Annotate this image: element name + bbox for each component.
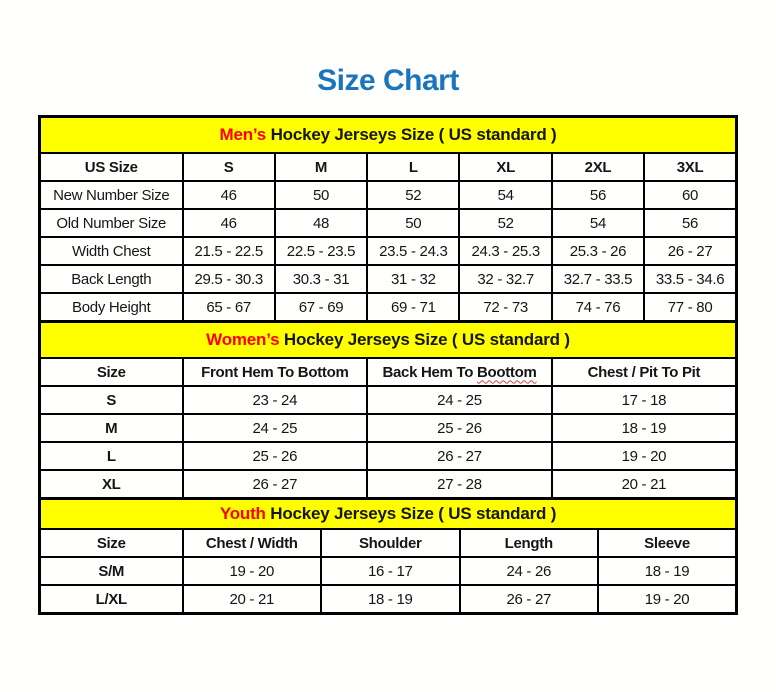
table-cell: 23 - 24 xyxy=(183,386,368,414)
table-row xyxy=(40,442,737,470)
row-label: L/XL xyxy=(40,585,183,614)
youth-header-row xyxy=(40,529,737,557)
table-cell: 65 - 67 xyxy=(183,293,275,322)
table-row xyxy=(40,293,737,322)
table-cell: 67 - 69 xyxy=(275,293,367,322)
column-header: 2XL xyxy=(552,153,644,181)
column-header: Shoulder xyxy=(321,529,460,557)
table-cell: 26 - 27 xyxy=(183,470,368,499)
table-row xyxy=(40,414,737,442)
womens-band-highlight: Women’s xyxy=(206,330,280,349)
column-header: Size xyxy=(40,358,183,386)
table-cell: 26 - 27 xyxy=(367,442,552,470)
mens-header-row xyxy=(40,153,737,181)
back-hem-misspelled-word: Boottom xyxy=(476,363,537,381)
page-title: Size Chart xyxy=(317,64,459,97)
table-cell: 50 xyxy=(275,181,367,209)
row-label: S/M xyxy=(40,557,183,585)
column-header: Front Hem To Bottom xyxy=(183,358,368,386)
table-row xyxy=(40,386,737,414)
table-cell: 46 xyxy=(183,209,275,237)
womens-header-row xyxy=(40,358,737,386)
table-cell: 60 xyxy=(644,181,736,209)
table-cell: 72 - 73 xyxy=(459,293,551,322)
table-row xyxy=(40,470,737,499)
table-cell: 24 - 25 xyxy=(367,386,552,414)
table-row xyxy=(40,181,737,209)
youth-size-table xyxy=(38,497,738,615)
column-header: L xyxy=(367,153,459,181)
table-cell: 32.7 - 33.5 xyxy=(552,265,644,293)
table-cell: 33.5 - 34.6 xyxy=(644,265,736,293)
table-cell: 69 - 71 xyxy=(367,293,459,322)
table-cell: 46 xyxy=(183,181,275,209)
table-cell: 52 xyxy=(367,181,459,209)
table-cell: 26 - 27 xyxy=(644,237,736,265)
size-chart-container xyxy=(38,115,738,615)
table-cell: 54 xyxy=(552,209,644,237)
table-cell: 74 - 76 xyxy=(552,293,644,322)
table-cell: 50 xyxy=(367,209,459,237)
row-label: Body Height xyxy=(40,293,183,322)
table-cell: 20 - 21 xyxy=(552,470,737,499)
table-cell: 31 - 32 xyxy=(367,265,459,293)
table-row xyxy=(40,585,737,614)
column-header: XL xyxy=(459,153,551,181)
table-cell: 25.3 - 26 xyxy=(552,237,644,265)
column-header: 3XL xyxy=(644,153,736,181)
table-cell: 24 - 25 xyxy=(183,414,368,442)
row-label: L xyxy=(40,442,183,470)
youth-section-band xyxy=(40,499,737,530)
column-header: US Size xyxy=(40,153,183,181)
youth-band-text: Hockey Jerseys Size ( US standard ) xyxy=(265,504,557,523)
column-header: S xyxy=(183,153,275,181)
womens-band-cell xyxy=(40,322,737,359)
table-cell: 56 xyxy=(552,181,644,209)
womens-size-table xyxy=(38,320,738,500)
column-header-back-hem xyxy=(367,358,552,386)
table-cell: 25 - 26 xyxy=(183,442,368,470)
mens-size-table xyxy=(38,115,738,323)
youth-band-highlight: Youth xyxy=(219,504,266,523)
table-cell: 19 - 20 xyxy=(552,442,737,470)
womens-band-text: Hockey Jerseys Size ( US standard ) xyxy=(279,330,570,349)
table-cell: 24 - 26 xyxy=(460,557,599,585)
womens-section-band xyxy=(40,322,737,359)
table-cell: 18 - 19 xyxy=(552,414,737,442)
mens-section-band xyxy=(40,117,737,154)
table-cell: 77 - 80 xyxy=(644,293,736,322)
table-cell: 20 - 21 xyxy=(183,585,322,614)
row-label: M xyxy=(40,414,183,442)
column-header: Length xyxy=(460,529,599,557)
table-row xyxy=(40,237,737,265)
row-label: Old Number Size xyxy=(40,209,183,237)
youth-band-cell xyxy=(40,499,737,530)
row-label: New Number Size xyxy=(40,181,183,209)
table-cell: 18 - 19 xyxy=(321,585,460,614)
table-cell: 29.5 - 30.3 xyxy=(183,265,275,293)
table-cell: 56 xyxy=(644,209,736,237)
mens-band-highlight: Men’s xyxy=(219,125,267,144)
column-header: M xyxy=(275,153,367,181)
table-cell: 24.3 - 25.3 xyxy=(459,237,551,265)
column-header: Chest / Width xyxy=(183,529,322,557)
table-cell: 25 - 26 xyxy=(367,414,552,442)
table-cell: 19 - 20 xyxy=(183,557,322,585)
table-row xyxy=(40,209,737,237)
column-header: Sleeve xyxy=(598,529,737,557)
back-hem-prefix: Back Hem To xyxy=(382,363,477,381)
table-cell: 54 xyxy=(459,181,551,209)
table-cell: 32 - 32.7 xyxy=(459,265,551,293)
table-cell: 27 - 28 xyxy=(367,470,552,499)
table-cell: 30.3 - 31 xyxy=(275,265,367,293)
table-row xyxy=(40,557,737,585)
mens-band-cell xyxy=(40,117,737,154)
row-label: S xyxy=(40,386,183,414)
mens-band-text: Hockey Jerseys Size ( US standard ) xyxy=(266,125,557,144)
column-header: Chest / Pit To Pit xyxy=(552,358,737,386)
table-cell: 21.5 - 22.5 xyxy=(183,237,275,265)
table-cell: 22.5 - 23.5 xyxy=(275,237,367,265)
column-header: Size xyxy=(40,529,183,557)
table-cell: 48 xyxy=(275,209,367,237)
row-label: XL xyxy=(40,470,183,499)
table-cell: 16 - 17 xyxy=(321,557,460,585)
row-label: Width Chest xyxy=(40,237,183,265)
row-label: Back Length xyxy=(40,265,183,293)
table-row xyxy=(40,265,737,293)
table-cell: 17 - 18 xyxy=(552,386,737,414)
table-cell: 19 - 20 xyxy=(598,585,737,614)
table-cell: 18 - 19 xyxy=(598,557,737,585)
table-cell: 52 xyxy=(459,209,551,237)
table-cell: 23.5 - 24.3 xyxy=(367,237,459,265)
table-cell: 26 - 27 xyxy=(460,585,599,614)
